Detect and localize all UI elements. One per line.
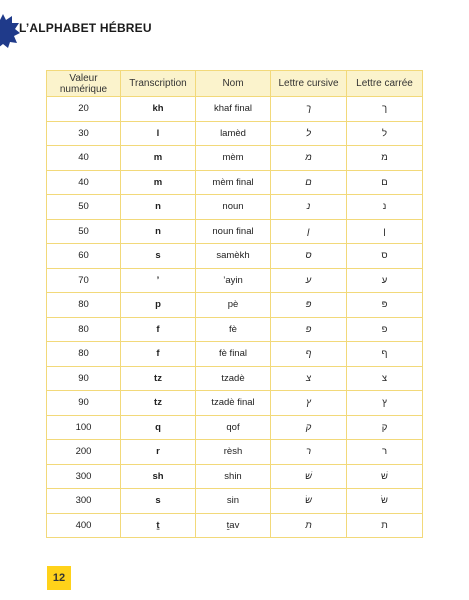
cell-square-letter: ץ bbox=[347, 391, 423, 416]
table-row bbox=[47, 121, 423, 146]
cell-cursive-letter: ס bbox=[271, 244, 347, 269]
column-header-cursive: Lettre cursive bbox=[271, 71, 347, 97]
table-row bbox=[47, 415, 423, 440]
table-row bbox=[47, 219, 423, 244]
cell-cursive-letter: ת bbox=[271, 513, 347, 538]
cell-transcription: l bbox=[121, 121, 196, 146]
table-row bbox=[47, 440, 423, 465]
cell-value: 30 bbox=[47, 121, 121, 146]
cell-cursive-letter: ל bbox=[271, 121, 347, 146]
cell-transcription: m bbox=[121, 170, 196, 195]
cell-name: sin bbox=[196, 489, 271, 514]
cell-transcription: ’ bbox=[121, 268, 196, 293]
cell-name: fè final bbox=[196, 342, 271, 367]
cell-cursive-letter: שׁ bbox=[271, 464, 347, 489]
cell-square-letter: ע bbox=[347, 268, 423, 293]
cell-value: 50 bbox=[47, 219, 121, 244]
cell-value: 100 bbox=[47, 415, 121, 440]
cell-square-letter: ס bbox=[347, 244, 423, 269]
cell-transcription: tz bbox=[121, 391, 196, 416]
table-row bbox=[47, 317, 423, 342]
cell-value: 20 bbox=[47, 97, 121, 122]
cell-value: 50 bbox=[47, 195, 121, 220]
cell-transcription: m bbox=[121, 146, 196, 171]
cell-value: 70 bbox=[47, 268, 121, 293]
cell-cursive-letter: ף bbox=[271, 342, 347, 367]
cell-cursive-letter: שׂ bbox=[271, 489, 347, 514]
cell-value: 40 bbox=[47, 146, 121, 171]
cell-value: 300 bbox=[47, 464, 121, 489]
cell-cursive-letter: פ bbox=[271, 317, 347, 342]
cell-cursive-letter: צ bbox=[271, 366, 347, 391]
cell-transcription: f bbox=[121, 342, 196, 367]
cell-square-letter: ם bbox=[347, 170, 423, 195]
cell-transcription: r bbox=[121, 440, 196, 465]
cell-cursive-letter: ק bbox=[271, 415, 347, 440]
cell-name: shin bbox=[196, 464, 271, 489]
cell-name: lamèd bbox=[196, 121, 271, 146]
cell-square-letter: שׁ bbox=[347, 464, 423, 489]
cell-transcription: p bbox=[121, 293, 196, 318]
cell-value: 90 bbox=[47, 391, 121, 416]
table-row bbox=[47, 293, 423, 318]
table-row bbox=[47, 195, 423, 220]
column-header-name: Nom bbox=[196, 71, 271, 97]
cell-square-letter: ף bbox=[347, 342, 423, 367]
table-row bbox=[47, 391, 423, 416]
table-row bbox=[47, 342, 423, 367]
cell-square-letter: מ bbox=[347, 146, 423, 171]
cell-cursive-letter: פּ bbox=[271, 293, 347, 318]
cell-value: 400 bbox=[47, 513, 121, 538]
page-number: 12 bbox=[47, 566, 71, 590]
hebrew-alphabet-table bbox=[46, 70, 423, 538]
cell-name: qof bbox=[196, 415, 271, 440]
cell-name: tzadè final bbox=[196, 391, 271, 416]
cell-square-letter: ך bbox=[347, 97, 423, 122]
table-row bbox=[47, 170, 423, 195]
cell-transcription: s bbox=[121, 489, 196, 514]
table-row bbox=[47, 268, 423, 293]
cell-value: 60 bbox=[47, 244, 121, 269]
cell-value: 80 bbox=[47, 293, 121, 318]
cell-transcription: n bbox=[121, 195, 196, 220]
cell-name: rèsh bbox=[196, 440, 271, 465]
cell-transcription: sh bbox=[121, 464, 196, 489]
cell-name: tzadè bbox=[196, 366, 271, 391]
page-header-title: L’ALPHABET HÉBREU bbox=[19, 21, 152, 35]
table-row bbox=[47, 366, 423, 391]
cell-name: pè bbox=[196, 293, 271, 318]
cell-name: mèm final bbox=[196, 170, 271, 195]
cell-square-letter: פ bbox=[347, 317, 423, 342]
cell-value: 80 bbox=[47, 342, 121, 367]
table-row bbox=[47, 464, 423, 489]
cell-square-letter: פּ bbox=[347, 293, 423, 318]
cell-cursive-letter: מ bbox=[271, 146, 347, 171]
cell-name: samèkh bbox=[196, 244, 271, 269]
cell-value: 90 bbox=[47, 366, 121, 391]
starburst-badge-icon bbox=[0, 14, 20, 48]
cell-cursive-letter: ן bbox=[271, 219, 347, 244]
cell-value: 300 bbox=[47, 489, 121, 514]
cell-square-letter: ר bbox=[347, 440, 423, 465]
cell-transcription: q bbox=[121, 415, 196, 440]
table-row bbox=[47, 97, 423, 122]
cell-cursive-letter: ץ bbox=[271, 391, 347, 416]
table-row bbox=[47, 513, 423, 538]
cell-transcription: f bbox=[121, 317, 196, 342]
column-header-value: Valeur numérique bbox=[47, 71, 121, 97]
column-header-square: Lettre carrée bbox=[347, 71, 423, 97]
cell-value: 80 bbox=[47, 317, 121, 342]
table-row bbox=[47, 489, 423, 514]
cell-cursive-letter: ם bbox=[271, 170, 347, 195]
column-header-transcription: Transcription bbox=[121, 71, 196, 97]
cell-square-letter: ל bbox=[347, 121, 423, 146]
cell-square-letter: נ bbox=[347, 195, 423, 220]
cell-name: fè bbox=[196, 317, 271, 342]
cell-name: noun final bbox=[196, 219, 271, 244]
cell-square-letter: צ bbox=[347, 366, 423, 391]
cell-name: ṯav bbox=[196, 513, 271, 538]
cell-name: noun bbox=[196, 195, 271, 220]
cell-value: 200 bbox=[47, 440, 121, 465]
cell-name: khaf final bbox=[196, 97, 271, 122]
cell-name: mèm bbox=[196, 146, 271, 171]
cell-transcription: tz bbox=[121, 366, 196, 391]
cell-square-letter: שׂ bbox=[347, 489, 423, 514]
table-row bbox=[47, 244, 423, 269]
cell-cursive-letter: נ bbox=[271, 195, 347, 220]
cell-square-letter: ק bbox=[347, 415, 423, 440]
cell-cursive-letter: ר bbox=[271, 440, 347, 465]
cell-value: 40 bbox=[47, 170, 121, 195]
cell-square-letter: ת bbox=[347, 513, 423, 538]
cell-transcription: ṯ bbox=[121, 513, 196, 538]
cell-transcription: kh bbox=[121, 97, 196, 122]
cell-transcription: n bbox=[121, 219, 196, 244]
cell-cursive-letter: ע bbox=[271, 268, 347, 293]
cell-cursive-letter: ך bbox=[271, 97, 347, 122]
table-header-row bbox=[47, 71, 423, 97]
table-row bbox=[47, 146, 423, 171]
cell-name: ’ayin bbox=[196, 268, 271, 293]
cell-transcription: s bbox=[121, 244, 196, 269]
cell-square-letter: ן bbox=[347, 219, 423, 244]
